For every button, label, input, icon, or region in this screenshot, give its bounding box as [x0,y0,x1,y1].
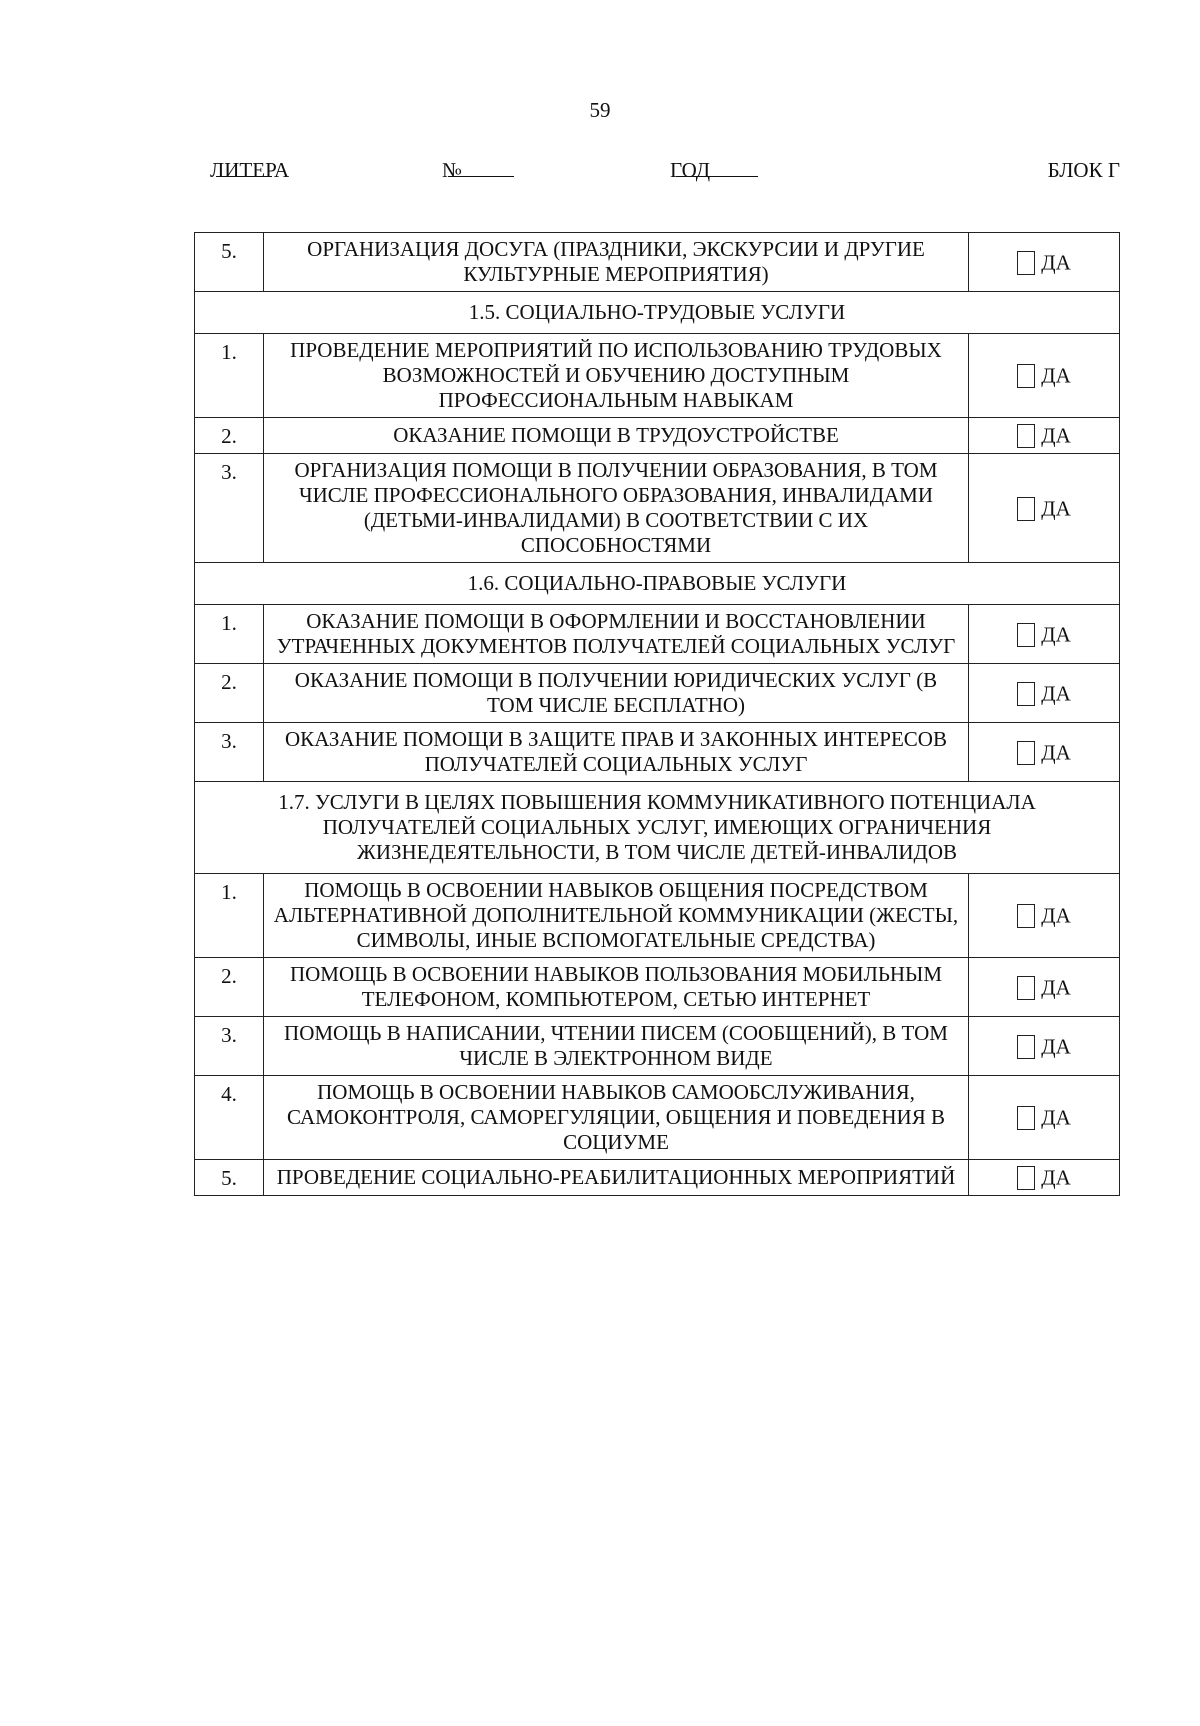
yes-label: ДА [1041,250,1071,275]
item-number: 5. [195,1160,264,1196]
table-row [195,723,1120,782]
yes-label: ДА [1041,1105,1071,1130]
yes-checkbox-cell [969,723,1120,782]
yes-checkbox-cell [969,958,1120,1017]
yes-checkbox[interactable] [1017,1166,1035,1190]
table-row [195,334,1120,418]
item-description: ПОМОЩЬ В ОСВОЕНИИ НАВЫКОВ САМООБСЛУЖИВАНИЯ, САМОКОНТРОЛЯ, САМОРЕГУЛЯЦИИ, ОБЩЕНИЯ И ПОВЕДЕНИЯ В СОЦИУМЕ [264,1076,969,1160]
services-table-body [195,233,1120,1196]
table-row [195,605,1120,664]
yes-checkbox[interactable] [1017,424,1035,448]
yes-label: ДА [1041,496,1071,521]
item-description: ОКАЗАНИЕ ПОМОЩИ В ОФОРМЛЕНИИ И ВОССТАНОВЛЕНИИ УТРАЧЕННЫХ ДОКУМЕНТОВ ПОЛУЧАТЕЛЕЙ СОЦИАЛЬНЫХ УСЛУГ [264,605,969,664]
yes-checkbox[interactable] [1017,251,1035,275]
block-label: БЛОК Г [1047,158,1120,182]
section-row [195,292,1120,334]
table-row [195,454,1120,563]
item-description: ОКАЗАНИЕ ПОМОЩИ В ТРУДОУСТРОЙСТВЕ [264,418,969,454]
yes-checkbox-cell [969,664,1120,723]
yes-label: ДА [1041,681,1071,706]
table-row [195,874,1120,958]
yes-label: ДА [1041,622,1071,647]
yes-checkbox[interactable] [1017,364,1035,388]
item-description: ОРГАНИЗАЦИЯ ДОСУГА (ПРАЗДНИКИ, ЭКСКУРСИИ И ДРУГИЕ КУЛЬТУРНЫЕ МЕРОПРИЯТИЯ) [264,233,969,292]
yes-checkbox[interactable] [1017,623,1035,647]
yes-label: ДА [1041,1034,1071,1059]
item-description: ПОМОЩЬ В НАПИСАНИИ, ЧТЕНИИ ПИСЕМ (СООБЩЕНИЙ), В ТОМ ЧИСЛЕ В ЭЛЕКТРОННОМ ВИДЕ [264,1017,969,1076]
table-row [195,958,1120,1017]
litera-label: ЛИТЕРА [210,158,290,182]
yes-checkbox-cell [969,454,1120,563]
table-row [195,1076,1120,1160]
number-label: № [442,158,463,182]
section-row [195,782,1120,874]
item-number: 3. [195,723,264,782]
yes-label: ДА [1041,363,1071,388]
yes-checkbox[interactable] [1017,1035,1035,1059]
item-number: 4. [195,1076,264,1160]
page-number: 59 [589,98,611,122]
item-description: ОКАЗАНИЕ ПОМОЩИ В ЗАЩИТЕ ПРАВ И ЗАКОННЫХ ИНТЕРЕСОВ ПОЛУЧАТЕЛЕЙ СОЦИАЛЬНЫХ УСЛУГ [264,723,969,782]
item-number: 1. [195,334,264,418]
yes-checkbox-cell [969,874,1120,958]
yes-label: ДА [1041,423,1071,448]
yes-label: ДА [1041,975,1071,1000]
item-number: 5. [195,233,264,292]
item-number: 3. [195,1017,264,1076]
number-blank[interactable] [448,158,514,177]
form-header [210,158,1120,190]
item-description: ОРГАНИЗАЦИЯ ПОМОЩИ В ПОЛУЧЕНИИ ОБРАЗОВАНИЯ, В ТОМ ЧИСЛЕ ПРОФЕССИОНАЛЬНОГО ОБРАЗОВАНИЯ, ИНВАЛИДАМИ (ДЕТЬМИ-ИНВАЛИДАМИ) В СООТВЕТСТВИИ С ИХ СПОСОБНОСТЯМИ [264,454,969,563]
section-heading: 1.5. СОЦИАЛЬНО-ТРУДОВЫЕ УСЛУГИ [195,292,1120,334]
yes-checkbox-cell [969,1160,1120,1196]
yes-checkbox-cell [969,1076,1120,1160]
table-row [195,418,1120,454]
item-description: ОКАЗАНИЕ ПОМОЩИ В ПОЛУЧЕНИИ ЮРИДИЧЕСКИХ УСЛУГ (В ТОМ ЧИСЛЕ БЕСПЛАТНО) [264,664,969,723]
table-row [195,664,1120,723]
item-number: 2. [195,418,264,454]
item-description: ПОМОЩЬ В ОСВОЕНИИ НАВЫКОВ ПОЛЬЗОВАНИЯ МОБИЛЬНЫМ ТЕЛЕФОНОМ, КОМПЬЮТЕРОМ, СЕТЬЮ ИНТЕРНЕТ [264,958,969,1017]
yes-checkbox-cell [969,418,1120,454]
yes-checkbox[interactable] [1017,1106,1035,1130]
item-description: ПОМОЩЬ В ОСВОЕНИИ НАВЫКОВ ОБЩЕНИЯ ПОСРЕДСТВОМ АЛЬТЕРНАТИВНОЙ ДОПОЛНИТЕЛЬНОЙ КОММУНИКАЦИИ (ЖЕСТЫ, СИМВОЛЫ, ИНЫЕ ВСПОМОГАТЕЛЬНЫЕ СРЕДСТВА) [264,874,969,958]
year-blank[interactable] [676,158,758,177]
litera-blank[interactable] [216,158,272,177]
yes-checkbox[interactable] [1017,682,1035,706]
yes-checkbox-cell [969,233,1120,292]
item-number: 3. [195,454,264,563]
item-number: 2. [195,958,264,1017]
yes-checkbox[interactable] [1017,904,1035,928]
section-row [195,563,1120,605]
yes-checkbox-cell [969,334,1120,418]
table-row [195,1160,1120,1196]
item-description: ПРОВЕДЕНИЕ СОЦИАЛЬНО-РЕАБИЛИТАЦИОННЫХ МЕРОПРИЯТИЙ [264,1160,969,1196]
section-heading: 1.7. УСЛУГИ В ЦЕЛЯХ ПОВЫШЕНИЯ КОММУНИКАТИВНОГО ПОТЕНЦИАЛА ПОЛУЧАТЕЛЕЙ СОЦИАЛЬНЫХ УСЛУГ, ИМЕЮЩИХ ОГРАНИЧЕНИЯ ЖИЗНЕДЕЯТЕЛЬНОСТИ, В ТОМ ЧИСЛЕ ДЕТЕЙ-ИНВАЛИДОВ [195,782,1120,874]
yes-label: ДА [1041,740,1071,765]
item-number: 1. [195,605,264,664]
yes-checkbox-cell [969,605,1120,664]
year-label: ГОД [670,158,711,182]
item-number: 1. [195,874,264,958]
yes-checkbox[interactable] [1017,497,1035,521]
yes-label: ДА [1041,903,1071,928]
services-table [194,232,1120,1196]
yes-checkbox[interactable] [1017,976,1035,1000]
item-number: 2. [195,664,264,723]
table-row [195,1017,1120,1076]
yes-checkbox-cell [969,1017,1120,1076]
yes-label: ДА [1041,1165,1071,1190]
table-row [195,233,1120,292]
section-heading: 1.6. СОЦИАЛЬНО-ПРАВОВЫЕ УСЛУГИ [195,563,1120,605]
yes-checkbox[interactable] [1017,741,1035,765]
item-description: ПРОВЕДЕНИЕ МЕРОПРИЯТИЙ ПО ИСПОЛЬЗОВАНИЮ ТРУДОВЫХ ВОЗМОЖНОСТЕЙ И ОБУЧЕНИЮ ДОСТУПНЫМ ПРОФЕССИОНАЛЬНЫМ НАВЫКАМ [264,334,969,418]
